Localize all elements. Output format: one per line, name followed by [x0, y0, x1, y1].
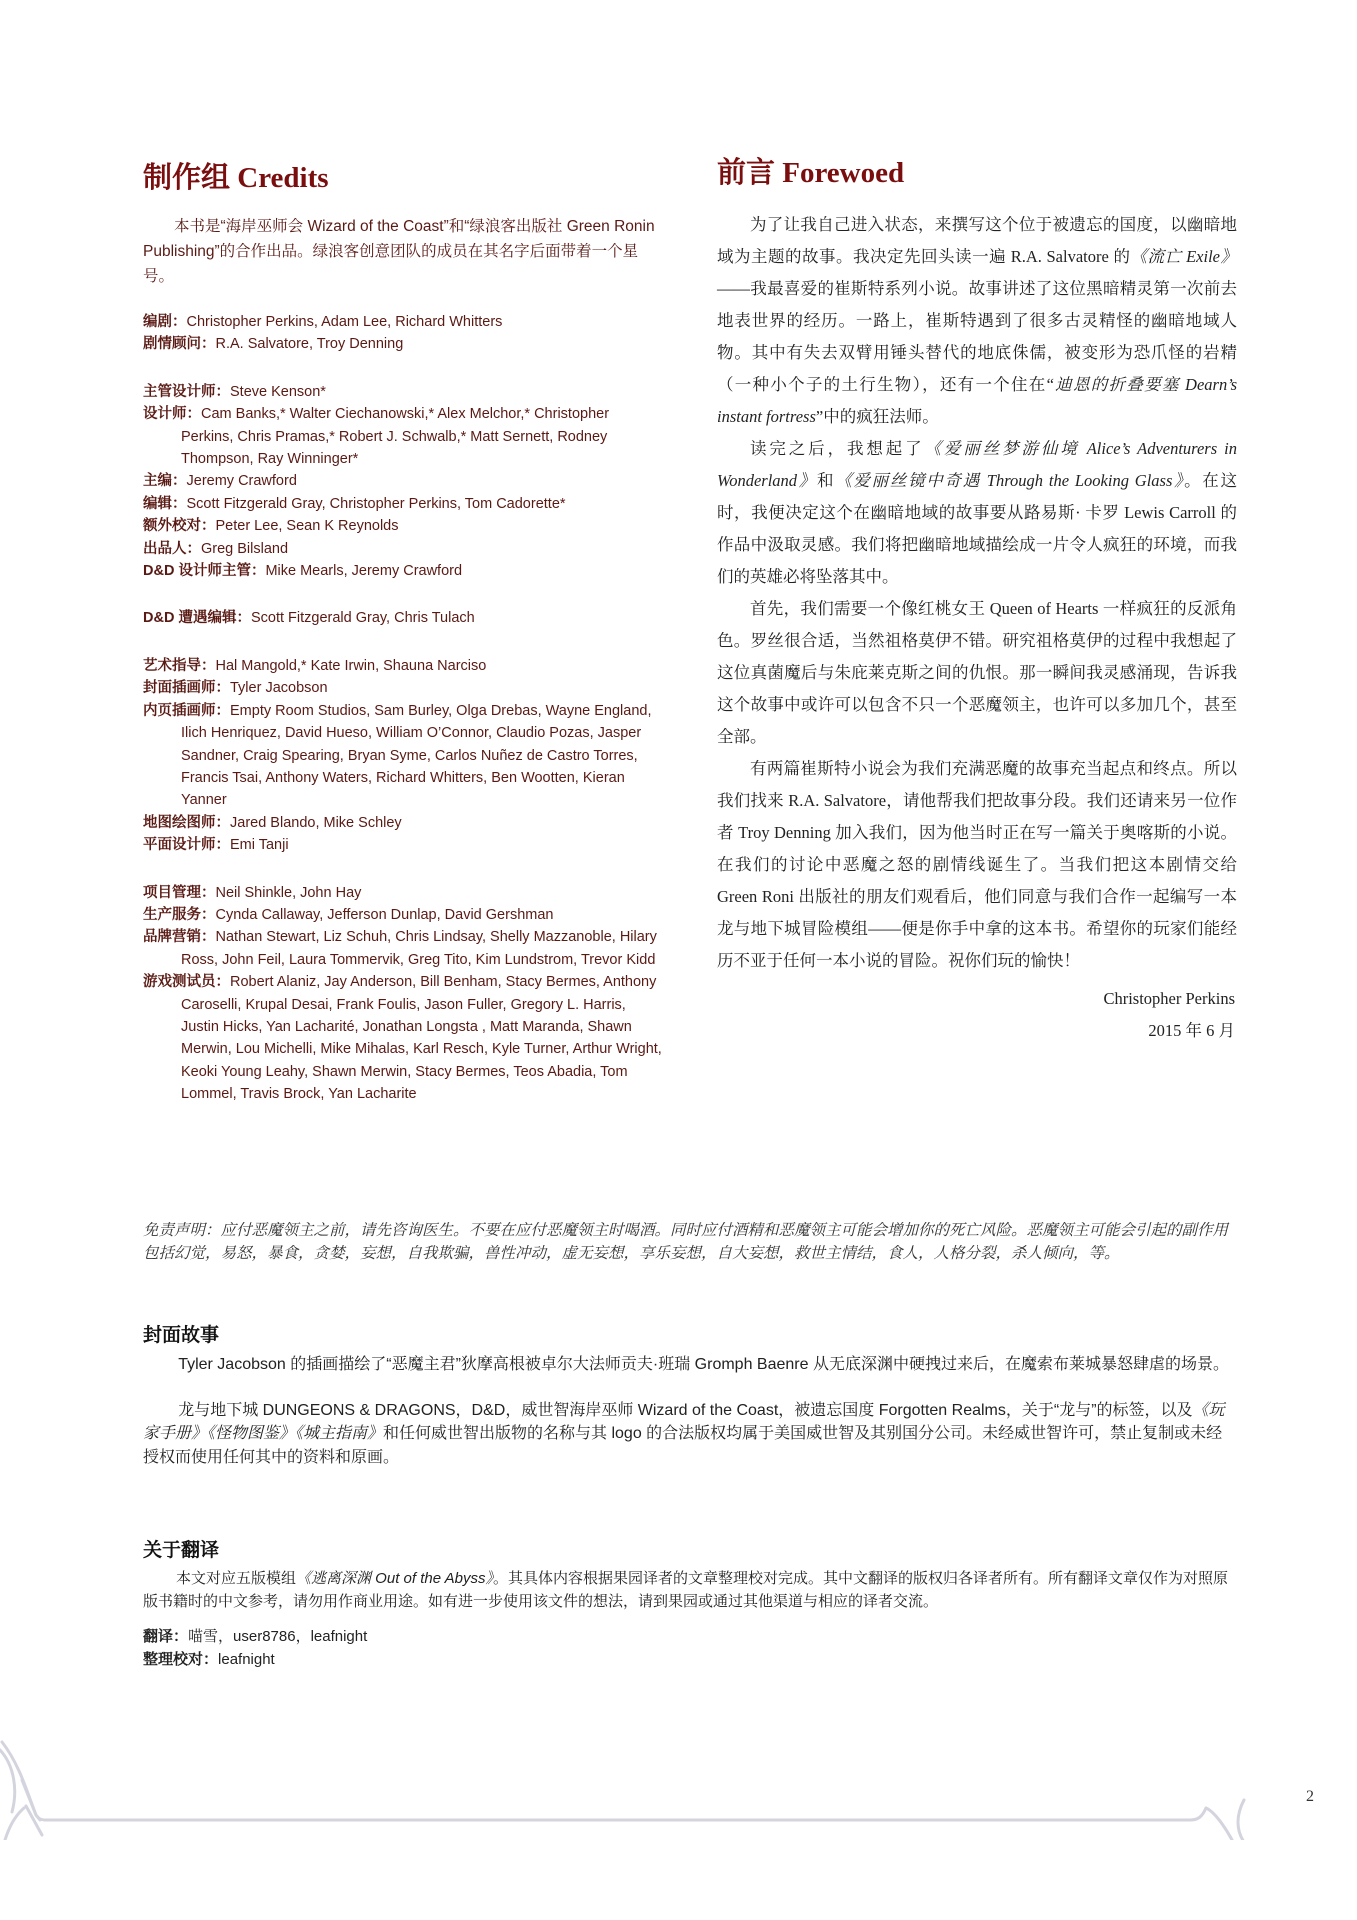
proofreader-line	[143, 1648, 1238, 1671]
credit-role: D&D 设计师主管：	[143, 563, 266, 580]
credit-names: Christopher Perkins, Adam Lee, Richard Whitters	[186, 314, 503, 330]
foreword-signature: Christopher Perkins	[1103, 989, 1235, 1008]
credit-line	[143, 333, 663, 355]
foreword-title: 前言 Forewoed	[717, 157, 905, 189]
cover-story-paragraph: Tyler Jacobson 的插画描绘了“恶魔主君”狄摩高根被卓尔大法师贡夫·班瑞 Gromph Baenre 从无底深渊中硬拽过来后，在魔索布莱城暴怒肆虐的场景。	[178, 1356, 1229, 1373]
module-title: 《逃离深渊 Out of the Abyss》	[296, 1570, 494, 1587]
credit-names: Steve Kenson*	[230, 383, 326, 400]
credit-role: 编辑：	[143, 495, 187, 512]
credit-role: 出品人：	[143, 540, 201, 557]
foreword-date: 2015 年 6 月	[1148, 1021, 1235, 1040]
credit-names: Nathan Stewart, Liz Schuh, Chris Lindsay, Shelly Mazzanoble, Hilary Ross, John Feil, Laura Tommervik, Greg Tito, Kim Lundstrom, Trevor Kidd	[181, 929, 657, 968]
translators-label: 翻译：	[143, 1628, 189, 1645]
credit-role: 主编：	[143, 473, 187, 490]
credit-role: 艺术指导：	[143, 657, 216, 674]
translation-section	[143, 1535, 1238, 1671]
credit-names: Scott Fitzgerald Gray, Chris Tulach	[250, 610, 475, 627]
credit-names: Jeremy Crawford	[186, 473, 297, 490]
credit-line	[143, 311, 663, 333]
page-number: 2	[1306, 1788, 1314, 1805]
credit-names: Empty Room Studios, Sam Burley, Olga Drebas, Wayne England, Ilich Henriquez, David Hueso, William O’Connor, Claudio Pozas, Jasper Sandner, Craig Spearing, Bryan Syme, Carlos Nuñez de Castro Torres, Francis Tsai, Anthony Waters, Richard Whitters, Ben Wootten, Kieran Yanner	[181, 702, 652, 809]
credit-line	[143, 655, 663, 677]
legal-notice: 龙与地下城 DUNGEONS & DRAGONS，D&D，威世智海岸巫师 Wizard of the Coast，被遗忘国度 Forgotten Realms，关于“龙与”的标签，以及《玩家手册》《怪物图鉴》《城主指南》和任何威世智出版物的名称与其 logo 的合法版权均属于美国威世智及其别国分公司。未经威世智许可，禁止复制或未经授权而使用任何其中的资料和原画。	[143, 1401, 1225, 1466]
book-title: 《爱丽丝镜中奇遇 Through the Looking Glass》	[835, 471, 1185, 490]
credit-names: Hal Mangold,* Kate Irwin, Shauna Narciso	[215, 657, 487, 674]
credit-line	[143, 904, 663, 926]
credits-group	[143, 311, 663, 356]
credit-names: Jared Blando, Mike Schley	[230, 814, 402, 831]
translation-paragraph: 本文对应五版模组《逃离深渊 Out of the Abyss》。其具体内容根据果园译者的文章整理校对完成。其中文翻译的版权归各译者所有。所有翻译文章仅作为对照原版书籍时的中文参考，请勿用作商业用途。如有进一步使用该文件的想法，请到果园或通过其他渠道与相应的译者交流。	[143, 1570, 1229, 1610]
credit-role: 编剧：	[143, 314, 187, 330]
credit-role: 主管设计师：	[143, 383, 230, 400]
credit-line	[143, 926, 663, 971]
credit-line	[143, 560, 663, 582]
credit-line	[143, 971, 663, 1105]
credit-line	[143, 882, 663, 904]
foreword-paragraph: 首先，我们需要一个像红桃女王 Queen of Hearts 一样疯狂的反派角色。罗丝很合适，当然祖格莫伊不错。研究祖格莫伊的过程中我想起了这位真菌魔后与朱庇莱克斯之间的仇恨。那一瞬间我灵感涌现，告诉我这个故事中或许可以包含不只一个恶魔领主，也许可以多加几个，甚至全部。	[717, 599, 1237, 746]
book-title: 《流亡 Exile》	[1130, 247, 1237, 266]
cover-story-title: 封面故事	[143, 1325, 220, 1346]
cover-story-section	[143, 1320, 1238, 1469]
credits-group	[143, 607, 663, 629]
credits-group	[143, 882, 663, 1106]
credit-line	[143, 403, 663, 470]
credit-role: D&D 遭遇编辑：	[143, 610, 251, 627]
credit-role: 内页插画师：	[143, 702, 230, 719]
credit-role: 封面插画师：	[143, 680, 230, 697]
credit-role: 项目管理：	[143, 884, 216, 901]
credit-names: Cynda Callaway, Jefferson Dunlap, David Gershman	[215, 906, 554, 923]
credit-line	[143, 381, 663, 403]
book-title: 《爱丽丝梦游仙境 Alice’s Adventurers in Wonderland》	[717, 439, 1237, 490]
credit-names: Emi Tanji	[230, 837, 289, 854]
credit-line	[143, 493, 663, 515]
foreword-paragraph: 读完之后，我想起了《爱丽丝梦游仙境 Alice’s Adventurers in Wonderland》和《爱丽丝镜中奇遇 Through the Looking Glass》。在这时，我便决定这个在幽暗地域的故事要从路易斯· 卡罗 Lewis Carroll 的作品中汲取灵感。我们将把幽暗地域描绘成一片令人疯狂的环境，而我们的英雄必将坠落其中。	[717, 439, 1238, 586]
credits-group	[143, 655, 663, 857]
credit-line	[143, 470, 663, 492]
footer-ornament-icon	[0, 1720, 1357, 1840]
proofreader-name: leafnight	[218, 1651, 275, 1668]
foreword-paragraph: 为了让我自己进入状态，来撰写这个位于被遗忘的国度，以幽暗地域为主题的故事。我决定先回头读一遍 R.A. Salvatore 的《流亡 Exile》——我最喜爱的崔斯特系列小说。故事讲述了这位黑暗精灵第一次前去地表世界的经历。一路上，崔斯特遇到了很多古灵精怪的幽暗地域人物。其中有失去双臂用锤头替代的地底侏儒，被变形为恐爪怪的岩精（一种小个子的土行生物），还有一个住在“迪恩的折叠要塞 Dearn’s instant fortress”中的疯狂法师。	[717, 215, 1238, 426]
credit-names: Neil Shinkle, John Hay	[215, 884, 362, 901]
translators-line	[143, 1625, 1238, 1648]
disclaimer: 免责声明：应付恶魔领主之前，请先咨询医生。不要在应付恶魔领主时喝酒。同时应付酒精和恶魔领主可能会增加你的死亡风险。恶魔领主可能会引起的副作用包括幻觉，易怒，暴食，贪婪，妄想，自我欺骗，兽性冲动，虚无妄想，享乐妄想，自大妄想，救世主情结，食人，人格分裂，杀人倾向，等。	[143, 1222, 1229, 1262]
credit-role: 地图绘图师：	[143, 814, 230, 831]
credit-line	[143, 700, 663, 812]
proofreader-label: 整理校对：	[143, 1651, 219, 1668]
foreword-column	[717, 155, 1237, 1047]
translation-title: 关于翻译	[143, 1540, 220, 1561]
credit-names: Mike Mearls, Jeremy Crawford	[265, 563, 463, 580]
credits-title: 制作组 Credits	[143, 162, 329, 194]
credit-names: Cam Banks,* Walter Ciechanowski,* Alex Melchor,* Christopher Perkins, Chris Pramas,* Robert J. Schwalb,* Matt Sernett, Rodney Thompson, Ray Winninger*	[181, 406, 610, 468]
credit-line	[143, 812, 663, 834]
credit-line	[143, 834, 663, 856]
credit-role: 游戏测试员：	[143, 974, 230, 991]
credit-names: R.A. Salvatore, Troy Denning	[215, 336, 404, 353]
credits-group	[143, 381, 663, 583]
credit-line	[143, 538, 663, 560]
credit-role: 平面设计师：	[143, 837, 230, 854]
credits-intro: 本书是“海岸巫师会 Wizard of the Coast”和“绿浪客出版社 Green Ronin Publishing”的合作出品。绿浪客创意团队的成员在其名字后面带着一个星号。	[143, 218, 655, 285]
credit-role: 剧情顾问：	[143, 336, 216, 353]
credit-role: 设计师：	[143, 406, 201, 423]
item-name: 迪恩的折叠要塞 Dearn’s instant fortress	[717, 375, 1238, 426]
credit-role: 生产服务：	[143, 906, 216, 923]
book-titles: 《玩家手册》《怪物图鉴》《城主指南》	[143, 1401, 1225, 1442]
credit-names: Tyler Jacobson	[230, 680, 328, 697]
credit-line	[143, 677, 663, 699]
credit-role: 额外校对：	[143, 518, 216, 535]
credit-line	[143, 515, 663, 537]
translators-names: 喵雪，user8786，leafnight	[188, 1628, 368, 1645]
credit-line	[143, 607, 663, 629]
foreword-paragraph: 有两篇崔斯特小说会为我们充满恶魔的故事充当起点和终点。所以我们找来 R.A. Salvatore，请他帮我们把故事分段。我们还请来另一位作者 Troy Denning 加入我们，因为他当时正在写一篇关于奥喀斯的小说。在我们的讨论中恶魔之怒的剧情线诞生了。当我们把这本剧情交给 Green Roni 出版社的朋友们观看后，他们同意与我们合作一起编写一本龙与地下城冒险模组——便是你手中拿的这本书。希望你的玩家们能经历不亚于任何一本小说的冒险。祝你们玩的愉快！	[717, 759, 1237, 970]
credit-names: Robert Alaniz, Jay Anderson, Bill Benham, Stacy Bermes, Anthony Caroselli, Krupal Desai, Frank Foulis, Jason Fuller, Gregory L. Harris, Justin Hicks, Yan Lacharité, Jonathan Longsta , Matt Maranda, Shawn Merwin, Lou Michelli, Mike Mihalas, Karl Resch, Kyle Turner, Arthur Wright, Keoki Young Leahy, Shawn Merwin, Stacy Bermes, Teos Abadia, Tom Lommel, Travis Brock, Yan Lacharite	[181, 974, 662, 1103]
credits-column	[143, 160, 663, 1106]
credit-names: Scott Fitzgerald Gray, Christopher Perkins, Tom Cadorette*	[186, 495, 566, 512]
credit-names: Greg Bilsland	[201, 540, 289, 557]
credit-role: 品牌营销：	[143, 929, 216, 946]
credit-names: Peter Lee, Sean K Reynolds	[215, 518, 399, 535]
